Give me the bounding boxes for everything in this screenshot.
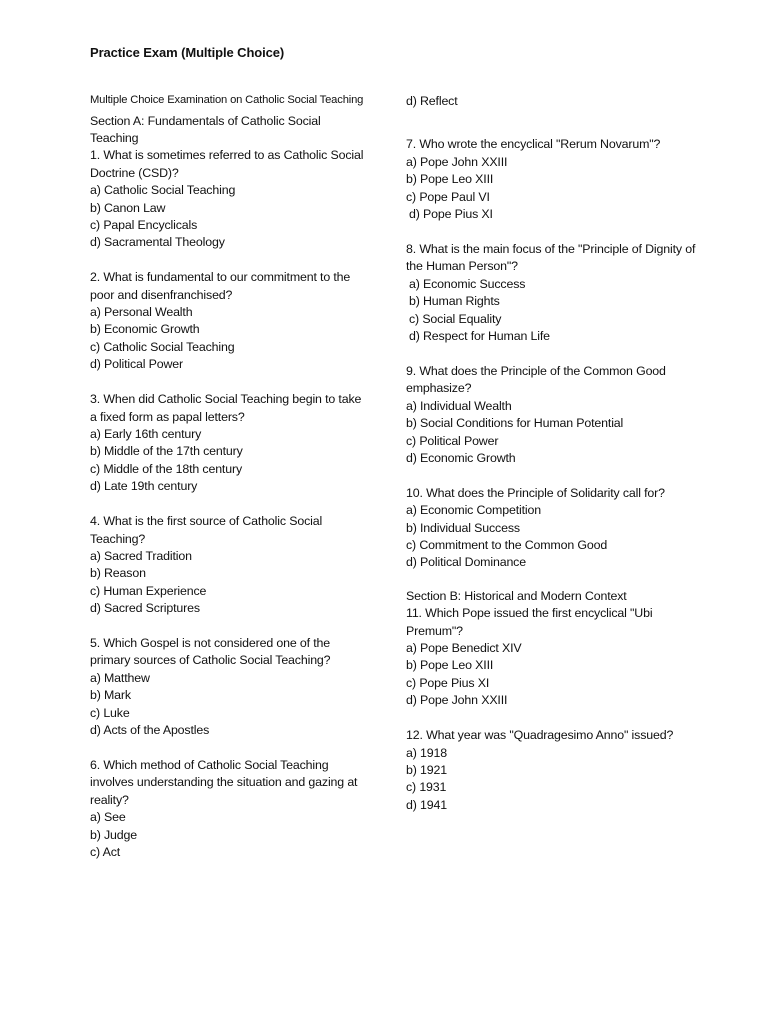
question-text: 12. What year was "Quadragesimo Anno" issued? bbox=[406, 728, 674, 743]
answer-option: d) Sacramental Theology bbox=[90, 235, 225, 250]
answer-option: b) Individual Success bbox=[406, 520, 520, 535]
answer-option: d) Pope Pius XI bbox=[409, 207, 493, 222]
answer-option: d) Late 19th century bbox=[90, 479, 198, 494]
answer-option: d) Pope John XXIII bbox=[406, 693, 508, 708]
answer-option: a) Pope John XXIII bbox=[406, 154, 508, 169]
answer-option: d) Reflect bbox=[406, 94, 458, 108]
answer-option: a) Matthew bbox=[90, 670, 150, 685]
left-column bbox=[90, 93, 370, 879]
answer-option: b) Pope Leo XIII bbox=[406, 658, 494, 673]
question-block bbox=[406, 485, 696, 572]
answer-option: a) Economic Success bbox=[409, 276, 526, 291]
question-text: 4. What is the first source of Catholic Social Teaching? bbox=[90, 514, 323, 546]
question-block bbox=[406, 241, 696, 345]
right-column bbox=[406, 93, 696, 832]
answer-option: a) Economic Competition bbox=[406, 503, 541, 518]
answer-option: c) Political Power bbox=[406, 433, 499, 448]
answer-option: d) Political Power bbox=[90, 357, 184, 372]
page-title: Practice Exam (Multiple Choice) bbox=[90, 45, 285, 60]
answer-option: a) Pope Benedict XIV bbox=[406, 641, 522, 656]
question-text: 9. What does the Principle of the Common Good emphasize? bbox=[406, 363, 666, 396]
answer-option: b) Middle of the 17th century bbox=[90, 444, 243, 459]
answer-option: a) Personal Wealth bbox=[90, 305, 193, 320]
question-text: 3. When did Catholic Social Teaching begin to take a fixed form as papal letters? bbox=[90, 392, 362, 424]
answer-option: b) Judge bbox=[90, 827, 138, 842]
question-block bbox=[90, 757, 370, 861]
question-text: 6. Which method of Catholic Social Teaching involves understanding the situation and gazing at reality? bbox=[90, 758, 358, 807]
section-a-heading: Section A: Fundamentals of Catholic Social Teaching bbox=[90, 113, 321, 145]
answer-option: b) Social Conditions for Human Potential bbox=[406, 416, 624, 431]
answer-option: d) Economic Growth bbox=[406, 450, 516, 465]
question-block bbox=[406, 136, 696, 223]
answer-option: d) Political Dominance bbox=[406, 555, 526, 570]
question-text: 5. Which Gospel is not considered one of the primary sources of Catholic Social Teaching? bbox=[90, 636, 331, 668]
question-block bbox=[90, 513, 370, 617]
section-b-heading: Section B: Historical and Modern Context bbox=[406, 588, 627, 603]
answer-option: b) Economic Growth bbox=[90, 322, 200, 337]
question-text: 2. What is fundamental to our commitment to the poor and disenfranchised? bbox=[90, 270, 351, 302]
question-block bbox=[90, 635, 370, 739]
answer-option: d) Respect for Human Life bbox=[409, 328, 550, 343]
answer-option: d) Sacred Scriptures bbox=[90, 601, 200, 616]
answer-option: a) Individual Wealth bbox=[406, 398, 512, 413]
answer-option: b) Pope Leo XIII bbox=[406, 172, 494, 187]
question-block bbox=[90, 269, 370, 373]
answer-option: c) Commitment to the Common Good bbox=[406, 538, 608, 553]
answer-option: a) See bbox=[90, 810, 126, 825]
answer-option: c) Catholic Social Teaching bbox=[90, 339, 235, 354]
question-block bbox=[90, 147, 370, 251]
answer-option: a) 1918 bbox=[406, 745, 447, 760]
answer-option: b) Reason bbox=[90, 566, 146, 581]
answer-option: c) Act bbox=[90, 845, 121, 860]
answer-option: a) Sacred Tradition bbox=[90, 548, 192, 563]
question-text: 1. What is sometimes referred to as Catholic Social Doctrine (CSD)? bbox=[90, 148, 364, 180]
answer-option: c) 1931 bbox=[406, 780, 447, 795]
answer-option: c) Middle of the 18th century bbox=[90, 461, 242, 476]
question-block bbox=[406, 605, 696, 709]
answer-option: c) Social Equality bbox=[409, 311, 502, 326]
answer-option: a) Early 16th century bbox=[90, 427, 202, 441]
answer-option: c) Pope Paul VI bbox=[406, 189, 490, 204]
answer-option: c) Luke bbox=[90, 705, 130, 720]
answer-option: c) Papal Encyclicals bbox=[90, 217, 198, 232]
question-text: 10. What does the Principle of Solidarity call for? bbox=[406, 485, 665, 500]
exam-subtitle: Multiple Choice Examination on Catholic Social Teaching bbox=[90, 94, 364, 106]
question-block bbox=[90, 391, 370, 495]
answer-option: b) Canon Law bbox=[90, 200, 166, 215]
question-text: 11. Which Pope issued the first encyclical "Ubi Premum"? bbox=[406, 606, 653, 638]
answer-option: c) Pope Pius XI bbox=[406, 675, 490, 690]
answer-option: a) Catholic Social Teaching bbox=[90, 183, 236, 198]
question-text: 8. What is the main focus of the "Principle of Dignity of the Human Person"? bbox=[406, 241, 696, 274]
question-block bbox=[406, 363, 696, 467]
answer-option: d) 1941 bbox=[406, 797, 447, 812]
answer-option: b) Human Rights bbox=[409, 294, 500, 309]
answer-option: c) Human Experience bbox=[90, 583, 207, 598]
question-text: 7. Who wrote the encyclical "Rerum Novarum"? bbox=[406, 137, 661, 152]
answer-option: b) 1921 bbox=[406, 763, 447, 777]
question-block bbox=[406, 727, 696, 814]
answer-option: b) Mark bbox=[90, 688, 131, 703]
answer-option: d) Acts of the Apostles bbox=[90, 723, 210, 738]
